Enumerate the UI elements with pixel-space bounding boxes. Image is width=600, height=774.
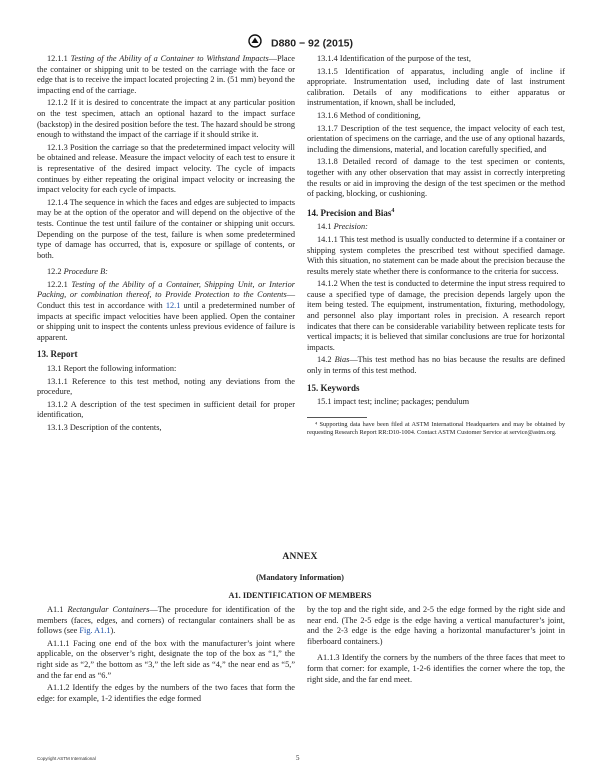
paragraph-a1-1-3: A1.1.3 Identify the corners by the numbers of the three faces that meet to form that corner: for example, 1-2-6 identifies the corner where the top, the right side, and the far end meet. bbox=[307, 653, 565, 684]
footnote-marker[interactable]: 4 bbox=[391, 207, 395, 214]
paragraph-15-1: 15.1 impact test; incline; packages; pendulum bbox=[317, 397, 470, 407]
paragraph-13-1-1: 13.1.1 Reference to this test method, noting any deviations from the procedure, bbox=[37, 376, 295, 397]
link-12-1[interactable]: 12.1 bbox=[165, 301, 181, 311]
copyright-notice: Copyright ASTM International bbox=[37, 756, 96, 761]
paragraph-13-1-5: 13.1.5 Identification of apparatus, including angle of incline if appropriate. Instrumentation used, including date of last instrument calibration. Details of any modifications to either apparatus or instrumentation, if known, shall be included, bbox=[307, 66, 565, 108]
document-designation: D880 − 92 (2015) bbox=[270, 37, 354, 50]
paragraph-13-1-4: 13.1.4 Identification of the purpose of the test, bbox=[317, 54, 471, 63]
paragraph-13-1: 13.1 Report the following information: bbox=[47, 364, 177, 374]
link-fig-a1-1[interactable]: Fig. A1.1 bbox=[79, 626, 111, 636]
paragraph-14-1-2: 14.1.2 When the test is conducted to determine the input stress required to cause a specified type of damage, the precision depends largely upon the item being tested. The equipment, instrumentation, fixturing, methodology, and personnel also play important roles in precision. A research report indicates that there can be considerable variability between replicate tests for vertical impacts; it is believed that similar conclusions are true for horizontal impacts. bbox=[307, 279, 565, 352]
paragraph-14-1: 14.1 Precision: bbox=[317, 222, 368, 232]
right-column bbox=[307, 54, 565, 437]
paragraph-12-2-1: 12.2.1 Testing of the Ability of a Container, Shipping Unit, or Interior Packing, or combination thereof, to Provide Protection to the Contents—Conduct this test in accordance with 12.1 until a predetermined number of impacts at specific impact velocities have been applied. Open the container or shipping unit to inspect the contents unless previous evidence of failure is apparent. bbox=[37, 279, 296, 342]
paragraph-13-1-8: 13.1.8 Detailed record of damage to the test specimen or contents, together with any other observation that may assist in correctly interpreting the results or aid in improving the design of the test specimen or the method of packing, blocking, or cushioning. bbox=[307, 157, 565, 199]
annex-title: ANNEX bbox=[282, 552, 318, 562]
paragraph-12-1-3: 12.1.3 Position the carriage so that the predetermined impact velocity will be obtained and release. Measure the impact velocity of each test to ensure it is representative of the desired impact velocity. The cycle of impacts continues by either repeating the original impact velocity or increasing the impact velocity for each cycle of impacts. bbox=[37, 142, 295, 195]
footnote-divider bbox=[307, 417, 367, 418]
paragraph-13-1-3: 13.1.3 Description of the contents, bbox=[47, 423, 162, 432]
page-number: 5 bbox=[296, 754, 300, 762]
annex-left-column bbox=[37, 605, 295, 706]
paragraph-a1-1: A1.1 Rectangular Containers—The procedure for identification of the members (faces, edges, and corners) of rectangular containers shall be as follows (see Fig. A1.1). bbox=[37, 605, 295, 636]
paragraph-a1-1-2-continued: by the top and the right side, and 2-5 the edge formed by the right side and near end. (The 2-5 edge is the edge having a vertical manufacturer’s joint, and the 2-3 edge is the edge having a horizontal manufacturer’s joint in fiberboard containers.) bbox=[307, 605, 565, 646]
paragraph-12-2: 12.2 Procedure B: bbox=[47, 267, 108, 277]
annex-subtitle: (Mandatory Information) bbox=[256, 573, 344, 582]
section-heading-13: 13. Report bbox=[37, 349, 78, 360]
paragraph-13-1-7: 13.1.7 Description of the test sequence, the impact velocity of each test, orientation of specimens on the carriage, and the use of any optional hazards, including the dimensions, material, and location carefully specified, and bbox=[307, 123, 565, 154]
paragraph-13-1-2: 13.1.2 A description of the test specimen in sufficient detail for proper identification, bbox=[37, 399, 295, 420]
paragraph-14-2: 14.2 Bias—This test method has no bias because the results are defined only in terms of this test method. bbox=[307, 355, 565, 376]
paragraph-13-1-6: 13.1.6 Method of conditioning, bbox=[317, 110, 421, 120]
page-header bbox=[0, 34, 600, 53]
paragraph-12-1-1: 12.1.1 Testing of the Ability of a Container to Withstand Impacts—Place the container or shipping unit to be tested on the carriage with the face or edge that is to receive the impact located projecting 2 in. (51 mm) beyond the impacting end of the carriage. bbox=[37, 54, 295, 95]
paragraph-12-1-2: 12.1.2 If it is desired to concentrate the impact at any particular position on the test specimen, attach an optional hazard to the impact surface (backstop) in the desired position before the test. The hazard should be strong enough to withstand the impact of the carriage if it should strike it. bbox=[37, 98, 295, 140]
paragraph-a1-1-2: A1.1.2 Identify the edges by the numbers of the two faces that form the edge: for example, 1-2 identifies the edge formed bbox=[37, 683, 295, 703]
astm-logo-icon bbox=[247, 34, 263, 53]
section-heading-15: 15. Keywords bbox=[307, 382, 360, 393]
annex-right-column bbox=[307, 605, 565, 687]
paragraph-a1-1-1: A1.1.1 Facing one end of the box with the manufacturer’s joint where applicable, on the observer’s right, designate the top of the box as “1,” the right side as “2,” the bottom as “3,” the left side as “4,” the near end as “5,” and the far end as “6.” bbox=[37, 638, 295, 680]
footnote-4: ⁴ Supporting data have been filed at ASTM International Headquarters and may be obtained by requesting Research Report RR:D10-1004. Contact ASTM Customer Service at service@astm.org. bbox=[307, 420, 565, 436]
annex-heading: A1. IDENTIFICATION OF MEMBERS bbox=[228, 591, 372, 600]
paragraph-12-1-4: 12.1.4 The sequence in which the faces and edges are subjected to impacts may be at the option of the operator and will depend on the objective of the tests. Continue the test until failure of the container or shipping unit occurs. Depending on the purpose of the test, failure is when some predetermined type of damage has occurred, that is, exposure or spillage of contents, or both. bbox=[37, 197, 295, 260]
paragraph-14-1-1: 14.1.1 This test method is usually conducted to determine if a container or shipping system completes the prescribed test without specified damage. With this situation, no statement can be made about the precision because the results merely state whether there is conformance to the criteria for success. bbox=[307, 234, 565, 276]
section-heading-14: 14. Precision and Bias$^4$ bbox=[307, 207, 395, 218]
left-column bbox=[37, 54, 295, 436]
